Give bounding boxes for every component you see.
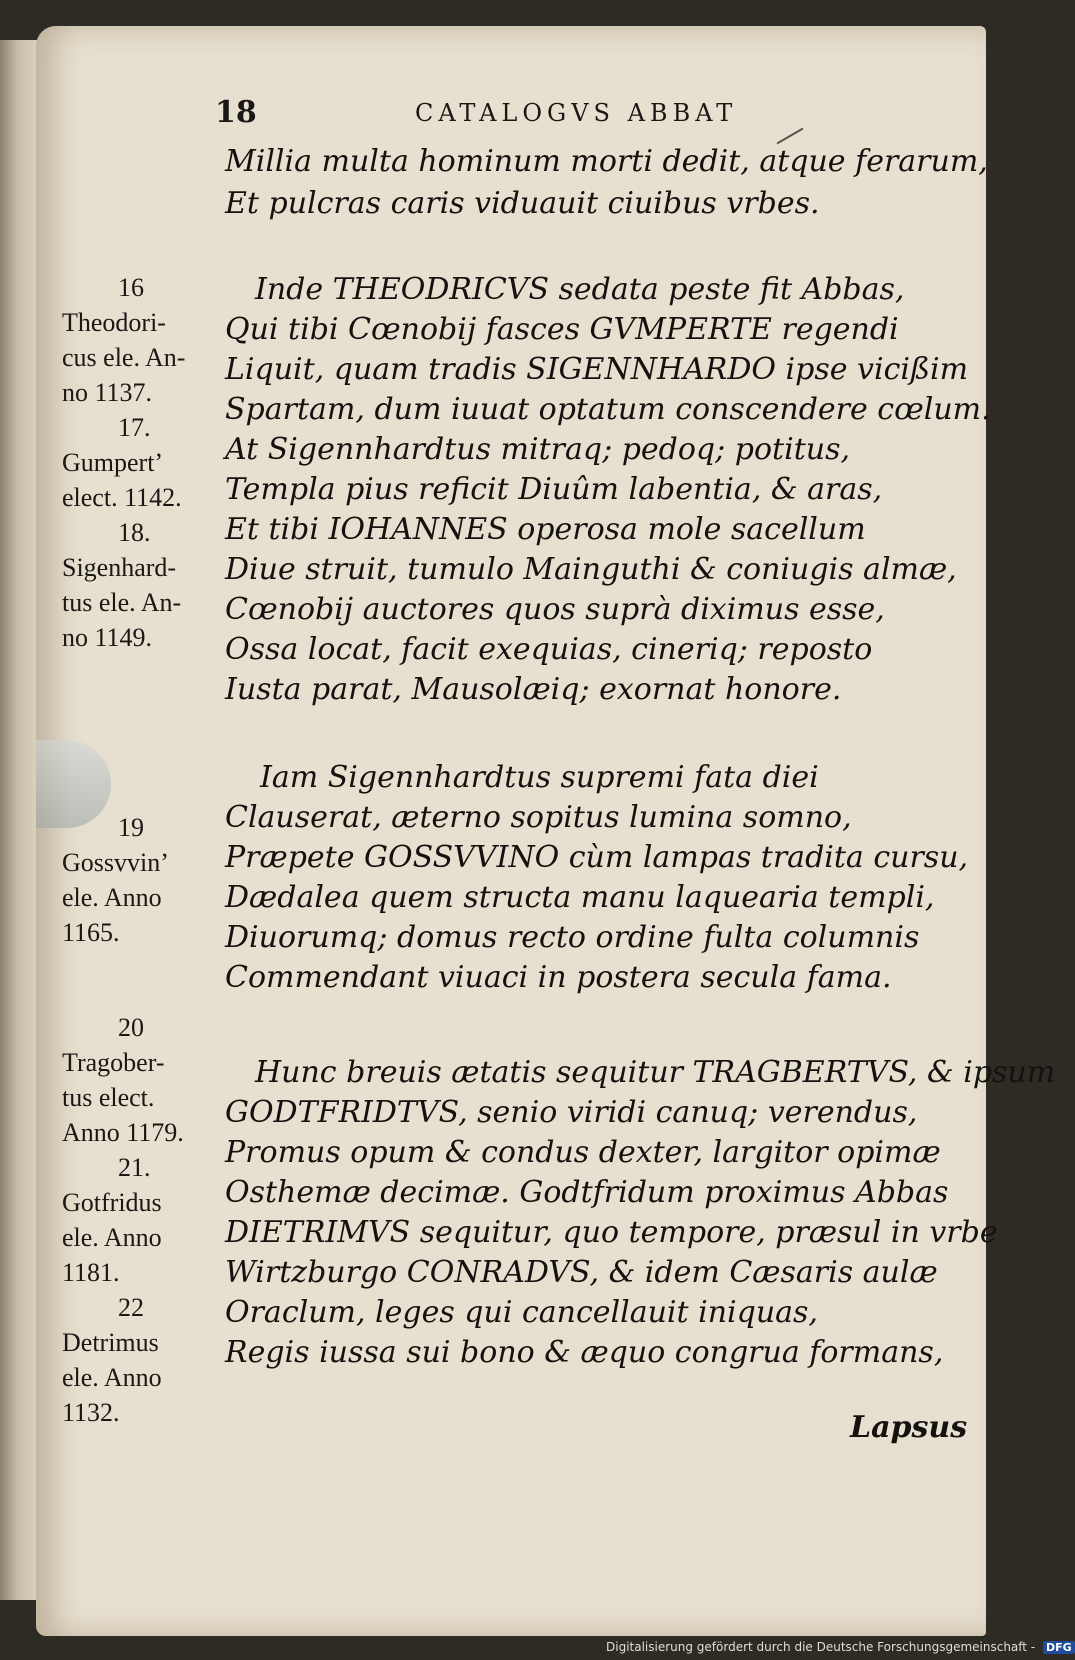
verse-line: Inde THEODRICVS sedata peste fit Abbas, [255, 272, 905, 307]
verse-line: Regis iussa sui bono & æquo congrua formans, [225, 1335, 944, 1370]
verse-line: Et pulcras caris viduauit ciuibus vrbes. [225, 186, 820, 221]
verse-line: Clauserat, æterno sopitus lumina somno, [225, 800, 852, 835]
margin-note-line: tus elect. [62, 1083, 155, 1112]
margin-note-line: Tragober- [62, 1048, 165, 1077]
margin-note-line: 16 [118, 273, 144, 302]
page-number: 18 [215, 95, 257, 130]
margin-note-block [62, 270, 222, 655]
margin-note-line: 19 [118, 813, 144, 842]
running-title: CATALOGVS ABBAT [415, 99, 738, 127]
margin-note-line: ele. Anno [62, 883, 162, 912]
verse-line: Iusta parat, Mausolæiq; exornat honore. [225, 672, 842, 707]
verse-line: Oraclum, leges qui cancellauit iniquas, [225, 1295, 818, 1330]
verse-line: Commendant viuaci in postera secula fama. [225, 960, 892, 995]
margin-note-line: no 1149. [62, 623, 153, 652]
margin-note-line: 17. [118, 413, 151, 442]
verse-line: Cœnobij auctores quos suprà diximus esse, [225, 592, 885, 627]
margin-note-block [62, 810, 222, 950]
verse-line: Templa pius reficit Diuûm labentia, & aras, [225, 472, 883, 507]
catchword: Lapsus [850, 1410, 968, 1445]
margin-note-line: 22 [118, 1293, 144, 1322]
verse-line: Diue struit, tumulo Mainguthi & coniugis almæ, [225, 552, 957, 587]
margin-note-line: 21. [118, 1153, 151, 1182]
verse-line: Et tibi IOHANNES operosa mole sacellum [225, 512, 866, 547]
footer [606, 1640, 1075, 1654]
verse-line: Millia multa hominum morti dedit, atque ferarum, [225, 144, 988, 179]
verse-line: Osthemæ decimæ. Godtfridum proximus Abbas [225, 1175, 949, 1210]
margin-note-line: 1181. [62, 1258, 120, 1287]
book-page-edges [0, 40, 40, 1600]
margin-note-line: tus ele. An- [62, 588, 182, 617]
verse-line: Hunc breuis ætatis sequitur TRAGBERTVS, & ipsum [255, 1055, 1056, 1090]
verse-line: Ossa locat, facit exequias, cineriq; reposto [225, 632, 873, 667]
verse-line: Wirtzburgo CONRADVS, & idem Cæsaris aulæ [225, 1255, 938, 1290]
margin-note-line: Gumpert’ [62, 448, 164, 477]
margin-note-line: Gotfridus [62, 1188, 162, 1217]
margin-note-line: 1165. [62, 918, 120, 947]
margin-note-line: 18. [118, 518, 151, 547]
verse-line: Præpete GOSSVVINO cùm lampas tradita cursu, [225, 840, 969, 875]
margin-note-line: 20 [118, 1013, 144, 1042]
margin-note-line: elect. 1142. [62, 483, 182, 512]
verse-line: Dædalea quem structa manu laquearia templi, [225, 880, 935, 915]
verse-line: Spartam, dum iuuat optatum conscendere cœlum. [225, 392, 991, 427]
margin-note-line: ele. Anno [62, 1223, 162, 1252]
margin-note-line: Sigenhard- [62, 553, 177, 582]
margin-note-line: no 1137. [62, 378, 153, 407]
margin-note-line: ele. Anno [62, 1363, 162, 1392]
verse-line: DIETRIMVS sequitur, quo tempore, præsul in vrbe [225, 1215, 998, 1250]
margin-note-line: Anno 1179. [62, 1118, 184, 1147]
verse-line: At Sigennhardtus mitraq; pedoq; potitus, [225, 432, 851, 467]
verse-line: Diuorumq; domus recto ordine fulta columnis [225, 920, 920, 955]
dfg-logo-icon[interactable]: DFG [1043, 1641, 1075, 1654]
verse-line: Liquit, quam tradis SIGENNHARDO ipse vicißim [225, 352, 969, 387]
verse-line: Qui tibi Cœnobij fasces GVMPERTE regendi [225, 312, 899, 347]
margin-note-line: cus ele. An- [62, 343, 186, 372]
verse-line: Promus opum & condus dexter, largitor opimæ [225, 1135, 941, 1170]
footer-text: Digitalisierung gefördert durch die Deutsche Forschungsgemeinschaft - [606, 1640, 1036, 1654]
margin-note-line: Detrimus [62, 1328, 159, 1357]
margin-note-line: Theodori- [62, 308, 166, 337]
margin-note-line: Gossvvin’ [62, 848, 169, 877]
verse-line: Iam Sigennhardtus supremi fata diei [260, 760, 819, 795]
margin-note-block [62, 1010, 222, 1430]
page-header [215, 95, 815, 135]
margin-note-line: 1132. [62, 1398, 120, 1427]
verse-line: GODTFRIDTVS, senio viridi canuq; verendus, [225, 1095, 918, 1130]
